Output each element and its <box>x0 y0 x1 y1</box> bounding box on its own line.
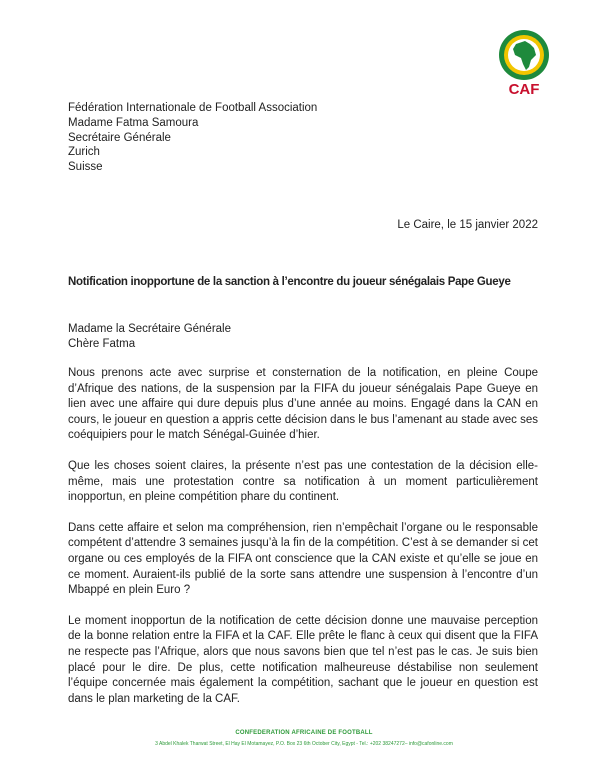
recipient-line: Madame Fatma Samoura <box>68 116 199 129</box>
recipient-line: Suisse <box>68 161 103 174</box>
footer-address: 3 Abdel Khalek Tharwat Street, El Hay El Motamayez, P.O. Box 23 6th October City, Egypt - Tel.: +202 38247272– info@cafonline.com <box>155 741 453 747</box>
salutation-line: Madame la Secrétaire Générale <box>68 323 231 335</box>
body-paragraph: Le moment inopportun de la notification de cette décision donne une mauvaise perception de la bonne relation entre la FIFA et la CAF. Elle prête le flanc à ceux qui disent que la FIFA ne respecte pas l’Afrique, alors que nous savons bien que tel n’est pas le cas. Je suis bien placé pour le dire. De plus, cette notification malheureuse déstabilise non seulement l’équipe concernée mais également la compétition, sachant que le joueur en question est dans le plan marketing de la CAF. <box>68 614 538 705</box>
recipient-line: Fédération Internationale de Football Association <box>68 102 318 114</box>
body-paragraph: Nous prenons acte avec surprise et consternation de la notification, en pleine Coupe d’Afrique des nations, de la suspension par la FIFA du joueur sénégalais Pape Gueye en lien avec une affaire qui dure depuis plus d’une année au moins. Engagé dans la CAN en cours, le joueur en question a appris cette décision dans le bus l’amenant au stade avec ses coéquipiers pour le match Sénégal-Guinée d’hier. <box>68 367 538 442</box>
footer-organization: CONFEDERATION AFRICAINE DE FOOTBALL <box>235 730 373 736</box>
recipient-line: Zurich <box>68 146 100 159</box>
recipient-address <box>68 101 317 175</box>
letter-body <box>68 366 538 722</box>
caf-logo <box>490 28 558 98</box>
letter-subject: Notification inopportune de la sanction à l’encontre du joueur sénégalais Pape Gueye <box>68 276 511 288</box>
salutation-line: Chère Fatma <box>68 337 136 350</box>
body-paragraph: Dans cette affaire et selon ma compréhension, rien n’empêchait l’organe ou le responsable compétent d’attendre 3 semaines jusqu’à la fin de la compétition. C’est à se demander si cet organe ou ces employés de la FIFA ont conscience que la CAN existe et qu’elle se joue en ce moment. Auraient-ils publié de la sorte sans attendre une suspension à l’encontre d’un Mbappé en plein Euro ? <box>68 521 538 597</box>
letter-date: Le Caire, le 15 janvier 2022 <box>397 219 538 231</box>
salutation <box>68 322 231 352</box>
recipient-line: Secrétaire Générale <box>68 131 171 144</box>
logo-text: CAF <box>508 81 540 98</box>
body-paragraph: Que les choses soient claires, la présente n’est pas une contestation de la décision elle-même, mais une protestation contre sa notification à un moment particulièrement inopportun, en pleine compétition phare du continent. <box>68 459 538 504</box>
